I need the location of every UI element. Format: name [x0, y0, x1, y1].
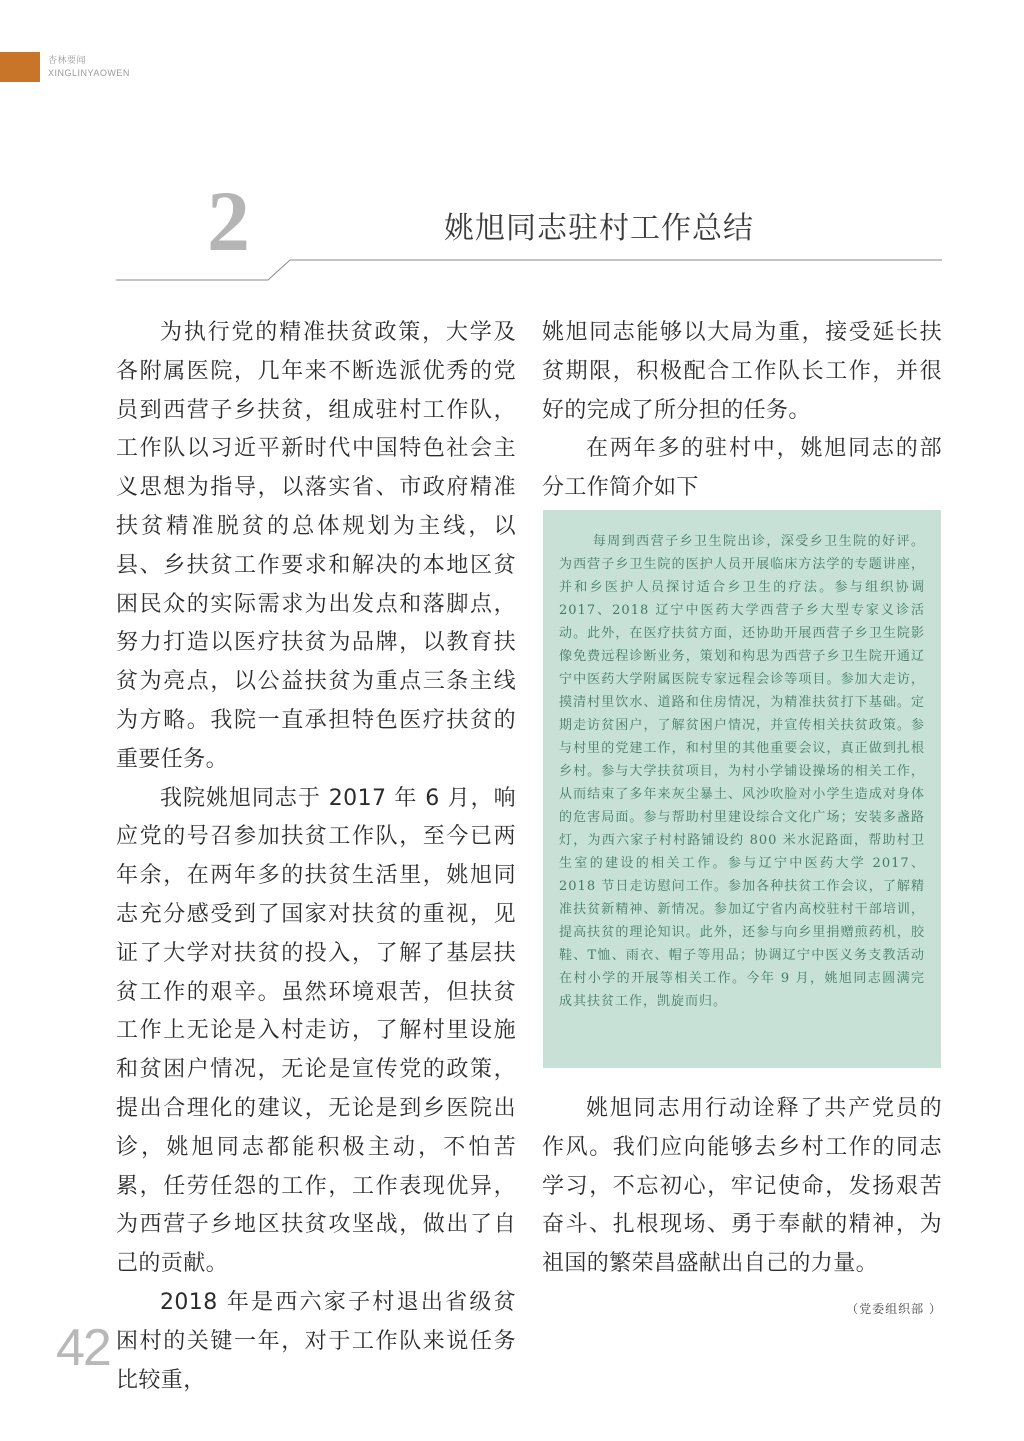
paragraph: 我院姚旭同志于 2017 年 6 月，响应党的号召参加扶贫工作队，至今已两年余，在两年多的扶贫生活里，姚旭同志充分感受到了国家对扶贫的重视，见证了大学对扶贫的投入，了解了基层扶贫工作的艰辛。虽然环境艰苦，但扶贫工作上无论是入村走访，了解村里设施和贫困户情况，无论是宣传党的政策，提出合理化的建议，无论是到乡医院出诊，姚旭同志都能积极主动，不怕苦累，任劳任怨的工作，工作表现优异，为西营子乡地区扶贫攻坚战，做出了自己的贡献。	[116, 785, 516, 1277]
right-column-bottom	[542, 1090, 942, 1329]
running-header	[48, 54, 130, 80]
page-number: 42	[56, 1319, 110, 1377]
header-title-en: XINGLINYAOWEN	[48, 68, 130, 78]
article-title: 姚旭同志驻村工作总结	[444, 211, 754, 246]
paragraph	[542, 1090, 942, 1316]
work-summary-box	[543, 510, 941, 1068]
work-summary-text: 每周到西营子乡卫生院出诊，深受乡卫生院的好评。为西营子乡卫生院的医护人员开展临床方法学的专题讲座，并和乡医护人员探讨适合乡卫生的疗法。参与组织协调 2017、2018 辽宁中医药大学西营子乡大型专家义诊活动。此外，在医疗扶贫方面，还协助开展西营子乡卫生院影像免费远程诊断业务，策划和构思为西营子乡卫生院开通辽宁中医药大学附属医院专家远程会诊等项目。参加大走访，摸清村里饮水、道路和住房情况，为精准扶贫打下基础。定期走访贫困户，了解贫困户情况，并宣传相关扶贫政策。参与村里的党建工作，和村里的其他重要会议，真正做到扎根乡村。参与大学扶贫项目，为村小学铺设操场的相关工作，从而结束了多年来灰尘暴土、风沙吹脸对小学生造成对身体的危害局面。参与帮助村里建设综合文化广场；安装多盏路灯，为西六家子村村路铺设约 800 米水泥路面，帮助村卫生室的建设的相关工作。参与辽宁中医药大学 2017、2018 节日走访慰问工作。参加各种扶贫工作会议，了解精准扶贫新精神、新情况。参加辽宁省内高校驻村干部培训，提高扶贫的理论知识。此外，还参与向乡里捐赠煎药机，胶鞋、T恤、雨衣、帽子等用品；协调辽宁中医义务支教活动在村小学的开展等相关工作。今年 9 月，姚旭同志圆满完成其扶贫工作，凯旋而归。	[559, 534, 925, 1009]
paragraph: 姚旭同志能够以大局为重，接受延长扶贫期限，积极配合工作队长工作，并很好的完成了所分担的任务。	[542, 320, 942, 423]
section-number: 2	[207, 173, 250, 269]
left-column	[116, 314, 516, 1400]
paragraph: 在两年多的驻村中，姚旭同志的部分工作简介如下	[542, 436, 942, 501]
closing-paragraph: 姚旭同志用行动诠释了共产党员的作风。我们应向能够去乡村工作的同志学习，不忘初心，牢记使命，发扬艰苦奋斗、扎根现场、勇于奉献的精神，为祖国的繁荣昌盛献出自己的力量。	[542, 1096, 942, 1277]
right-column-top	[542, 314, 942, 508]
paragraph: 2018 年是西六家子村退出省级贫困村的关键一年，对于工作队来说任务比较重，	[116, 1289, 516, 1393]
header-title-cn: 杏林要闻	[48, 55, 87, 65]
signature: （党委组织部 ）	[846, 1301, 942, 1316]
title-divider	[0, 256, 1024, 286]
header-accent-bar	[0, 52, 40, 82]
paragraph: 为执行党的精准扶贫政策，大学及各附属医院，几年来不断选派优秀的党员到西营子乡扶贫，组成驻村工作队，工作队以习近平新时代中国特色社会主义思想为指导，以落实省、市政府精准扶贫精准脱贫的总体规划为主线，以县、乡扶贫工作要求和解决的本地区贫困民众的实际需求为出发点和落脚点，努力打造以医疗扶贫为品牌，以教育扶贫为亮点，以公益扶贫为重点三条主线为方略。我院一直承担特色医疗扶贫的重要任务。	[116, 320, 516, 772]
